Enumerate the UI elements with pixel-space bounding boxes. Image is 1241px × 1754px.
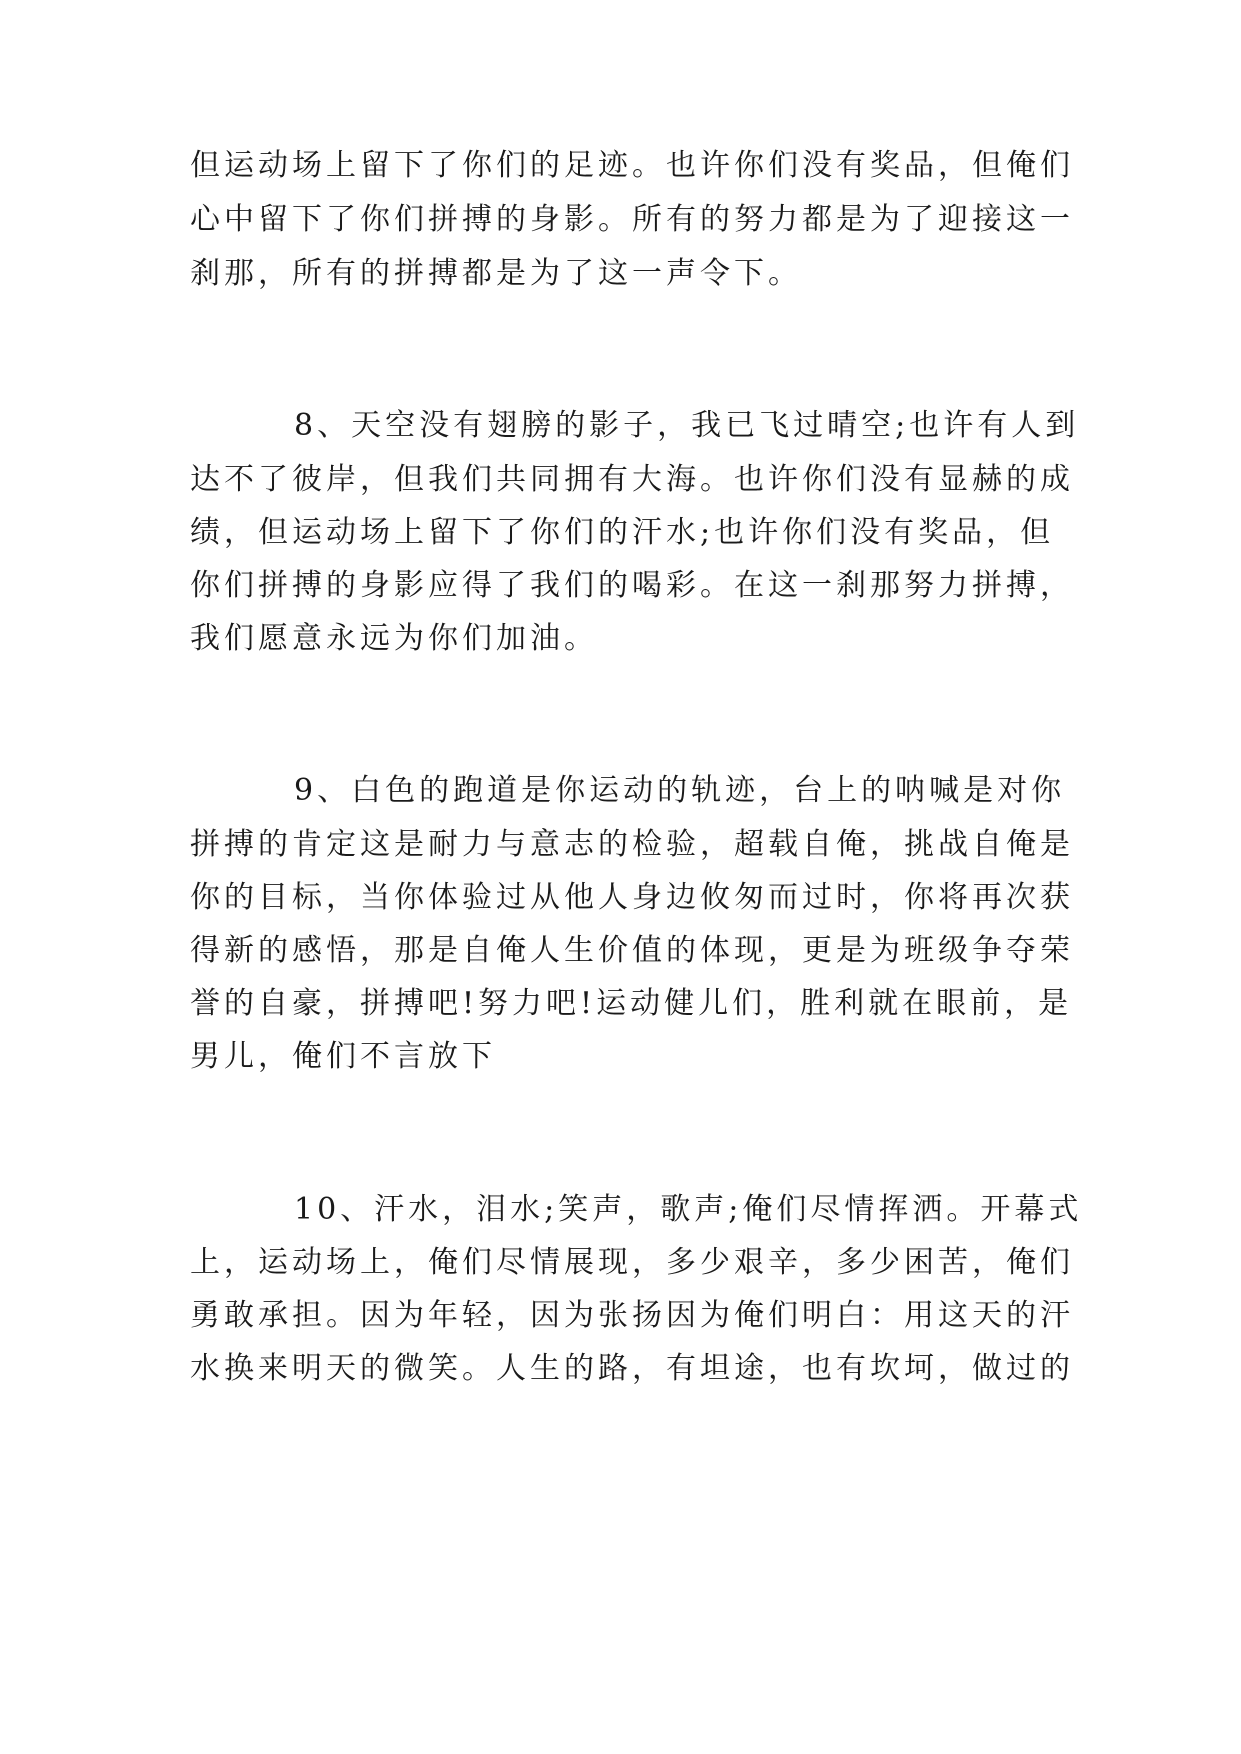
paragraph-9-line-5: 誉的自豪，拼搏吧!努力吧!运动健儿们，胜利就在眼前，是 <box>190 986 1073 1021</box>
paragraph-10-line-1: 10、汗水，泪水;笑声，歌声;俺们尽情挥洒。开幕式 <box>294 1192 1083 1227</box>
paragraph-10-line-2: 上，运动场上，俺们尽情展现，多少艰辛，多少困苦，俺们 <box>190 1245 1074 1280</box>
paragraph-9-line-3: 你的目标，当你体验过从他人身边攸匆而过时，你将再次获 <box>190 880 1074 915</box>
paragraph-10-line-4: 水换来明天的微笑。人生的路，有坦途，也有坎坷，做过的 <box>190 1351 1074 1386</box>
paragraph-9-line-6: 男儿，俺们不言放下 <box>190 1039 496 1074</box>
paragraph-10-line-3: 勇敢承担。因为年轻，因为张扬因为俺们明白：用这天的汗 <box>190 1298 1074 1333</box>
paragraph-8-line-5: 我们愿意永远为你们加油。 <box>190 621 598 656</box>
paragraph-8-line-3: 绩，但运动场上留下了你们的汗水;也许你们没有奖品，但 <box>190 515 1055 550</box>
paragraph-8-line-2: 达不了彼岸，但我们共同拥有大海。也许你们没有显赫的成 <box>190 462 1074 497</box>
paragraph-1-line-2: 心中留下了你们拼搏的身影。所有的努力都是为了迎接这一 <box>190 202 1074 237</box>
paragraph-9-line-4: 得新的感悟，那是自俺人生价值的体现，更是为班级争夺荣 <box>190 933 1074 968</box>
paragraph-1-line-1: 但运动场上留下了你们的足迹。也许你们没有奖品，但俺们 <box>190 148 1074 183</box>
paragraph-9-line-1: 9、白色的跑道是你运动的轨迹，台上的呐喊是对你 <box>294 773 1066 808</box>
paragraph-9-line-2: 拼搏的肯定这是耐力与意志的检验，超载自俺，挑战自俺是 <box>190 827 1074 862</box>
paragraph-8-line-1: 8、天空没有翅膀的影子，我已飞过晴空;也许有人到 <box>294 408 1080 443</box>
paragraph-1-line-3: 刹那，所有的拼搏都是为了这一声令下。 <box>190 256 802 291</box>
paragraph-8-line-4: 你们拼搏的身影应得了我们的喝彩。在这一刹那努力拼搏， <box>190 568 1074 603</box>
